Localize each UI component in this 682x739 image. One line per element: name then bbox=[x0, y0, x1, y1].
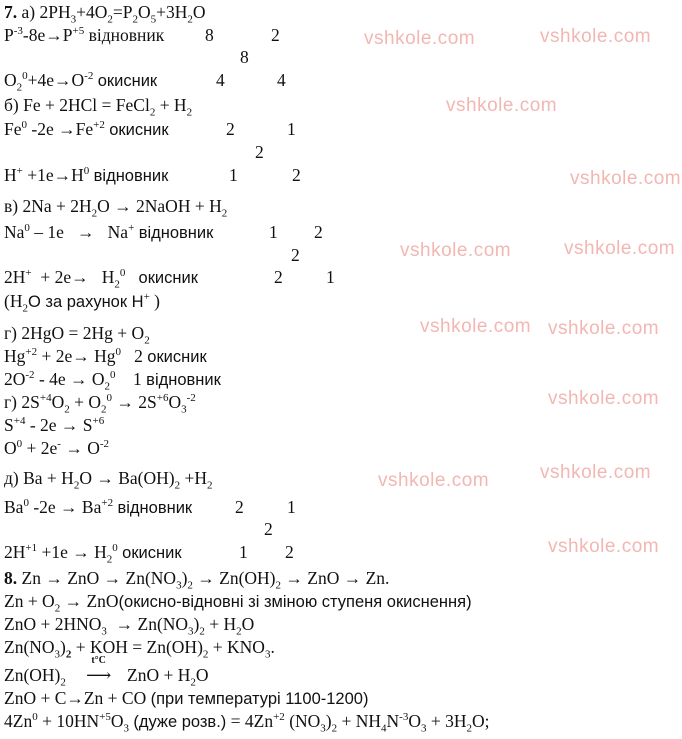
role-label: окисник bbox=[122, 544, 182, 562]
arrow-icon: ⟶ bbox=[86, 665, 112, 685]
item-letter: в) bbox=[4, 196, 19, 216]
item-letter: г) bbox=[4, 392, 18, 412]
coefficient: 1 bbox=[287, 497, 296, 517]
temp-note: (при температурі 1100-1200) bbox=[150, 690, 369, 708]
note-part: O за рахунок H bbox=[27, 293, 144, 311]
exercise-number: 7. bbox=[4, 2, 18, 22]
coefficient: 2 bbox=[235, 497, 244, 517]
watermark: vshkole.com bbox=[364, 28, 476, 49]
half-reaction-o2: $2O^{-2} - 4e \to O_2^0$ 1 відновник bbox=[4, 369, 221, 393]
watermark: vshkole.com bbox=[378, 470, 490, 491]
role-label: окисник bbox=[97, 72, 158, 90]
watermark: vshkole.com bbox=[548, 536, 660, 557]
role-label: відновник bbox=[88, 25, 165, 45]
coefficient: 4 bbox=[277, 70, 286, 90]
equation-7v: в) $2Na + 2H_2O$ → 2NaOH + $H_2$ bbox=[4, 196, 228, 220]
item-letter: г) bbox=[4, 323, 18, 343]
item-letter: а) bbox=[21, 2, 36, 22]
watermark: vshkole.com bbox=[540, 462, 652, 483]
coefficient: 1 bbox=[239, 542, 248, 562]
item-letter: д) bbox=[4, 468, 19, 488]
chain-8: 8. Zn → ZnO → $Zn(NO_3)_2 \to Zn(OH)_2$ → ZnO → Zn. bbox=[4, 568, 390, 592]
coefficient: 2 bbox=[274, 267, 283, 287]
lcm: 2 bbox=[255, 142, 264, 162]
half-reaction-na: Na$^0$ – 1e → Na+ відновник bbox=[4, 222, 214, 242]
watermark: vshkole.com bbox=[570, 168, 682, 189]
half-reaction-fe: Fe$^0$ $-2e \to Fe^{+2}$ окисник bbox=[4, 119, 169, 139]
reaction-8-1: $Zn + O_2$ → ZnO(окисно-відновні зі зміною ступеня окиснення) bbox=[4, 591, 472, 615]
water-note: ($H_2O$ за рахунок H+ ) bbox=[4, 291, 160, 315]
lcm: 8 bbox=[240, 47, 249, 67]
lcm: 2 bbox=[264, 519, 273, 539]
half-reaction-h2: $2H^+ + 2e\to H_2^0$ окисник bbox=[4, 267, 198, 291]
coefficient: 2 bbox=[226, 119, 235, 139]
note-part: (H bbox=[4, 291, 23, 311]
equation-7d: д) $Ba + H_2O \to Ba(OH)_2 +H_2$ bbox=[4, 468, 213, 492]
note-part: ) bbox=[154, 291, 160, 311]
item-letter: б) bbox=[4, 95, 19, 115]
role-label: відновник bbox=[117, 499, 193, 517]
coefficient: 2 bbox=[292, 165, 301, 185]
reaction-8-2: ZnO + $2HNO_3 \to Zn(NO_3)_2 + H_2O$ bbox=[4, 614, 255, 638]
role-label: окисник bbox=[138, 269, 198, 287]
watermark: vshkole.com bbox=[400, 240, 512, 261]
coefficient: 1 bbox=[229, 165, 238, 185]
watermark: vshkole.com bbox=[548, 388, 660, 409]
half-reaction-o3: $O^0 + 2e^- \to O^{-2}$ bbox=[4, 438, 110, 458]
redox-note: (окисно-відновні зі зміною ступеня окиснення) bbox=[118, 593, 472, 611]
coefficient: 1 bbox=[287, 119, 296, 139]
coefficient: 1 bbox=[326, 267, 335, 287]
reaction-8-5: ZnO + C→Zn + CO (при температурі 1100-1200) bbox=[4, 688, 369, 708]
lcm: 2 bbox=[291, 245, 300, 265]
equation-7g2: г) $2S^{+4}O_2 + O_2^0 \to 2S^{+6}O_3^{-2}$ bbox=[4, 392, 196, 416]
equation-7g: г) $2HgO = 2Hg + O_2$ bbox=[4, 323, 150, 347]
watermark: vshkole.com bbox=[548, 318, 660, 339]
dilute-note: (дуже розв.) bbox=[133, 713, 227, 731]
half-reaction-h: $H^+ +1e\to H^0$ відновник bbox=[4, 165, 169, 185]
equation-7b: б) Fe + 2HCl = FeCl$_2$ + $H_2$ bbox=[4, 95, 193, 119]
equation-7a: 7. а) $2PH_3+4O_2=P_2O_5+3H_2O$ bbox=[4, 2, 206, 26]
role-label: відновник bbox=[146, 371, 221, 389]
coefficient: 1 bbox=[269, 222, 278, 242]
role-label: окисник bbox=[109, 121, 169, 139]
chain-part: Zn → ZnO → Zn(NO bbox=[21, 568, 177, 588]
coefficient: 4 bbox=[216, 70, 225, 90]
coefficient: 2 bbox=[285, 542, 294, 562]
half-reaction-hg: $Hg^{+2} + 2e\to Hg^0$ 2 окисник bbox=[4, 346, 207, 366]
half-reaction-ba: Ba$^0$ $-2e \to Ba^{+2}$ відновник bbox=[4, 497, 193, 517]
role-label: окисник bbox=[147, 348, 207, 366]
half-reaction-p: $P^{-3}-8e\to P^{+5}$ відновник bbox=[4, 25, 165, 45]
reaction-8-4: $Zn(OH)_2$ t°C ⟶ ZnO + $H_2O$ bbox=[4, 665, 208, 685]
arrow-label: t°C bbox=[91, 655, 106, 666]
role-label: відновник bbox=[138, 224, 214, 242]
half-reaction-h3: $2H^{+1} +1e \to H_2^0$ окисник bbox=[4, 542, 182, 566]
watermark: vshkole.com bbox=[540, 26, 652, 47]
role-label: відновник bbox=[93, 167, 169, 185]
reaction-8-3: $Zn(NO_3)_2$ + KOH = $Zn(OH)_2 + KNO_3$. bbox=[4, 637, 275, 661]
coefficient: 2 bbox=[271, 25, 280, 45]
coefficient: 2 bbox=[314, 222, 323, 242]
half-reaction-o: $O_2^0+4e\to O^{-2}$ окисник bbox=[4, 70, 158, 94]
half-reaction-s: $S^{+4} - 2e \to S^{+6}$ bbox=[4, 415, 105, 435]
exercise-number: 8. bbox=[4, 568, 18, 588]
watermark: vshkole.com bbox=[420, 316, 532, 337]
coefficient: 8 bbox=[205, 25, 214, 45]
watermark: vshkole.com bbox=[446, 95, 558, 116]
watermark: vshkole.com bbox=[564, 238, 676, 259]
reaction-8-6: $4Zn^0 + 10HN^{+5}O_3$ (дуже розв.) = $4Zn^{+2}$ $(NO_3)_2 + NH_4N^{-3}O_3 + 3H_2O$; bbox=[4, 711, 490, 735]
